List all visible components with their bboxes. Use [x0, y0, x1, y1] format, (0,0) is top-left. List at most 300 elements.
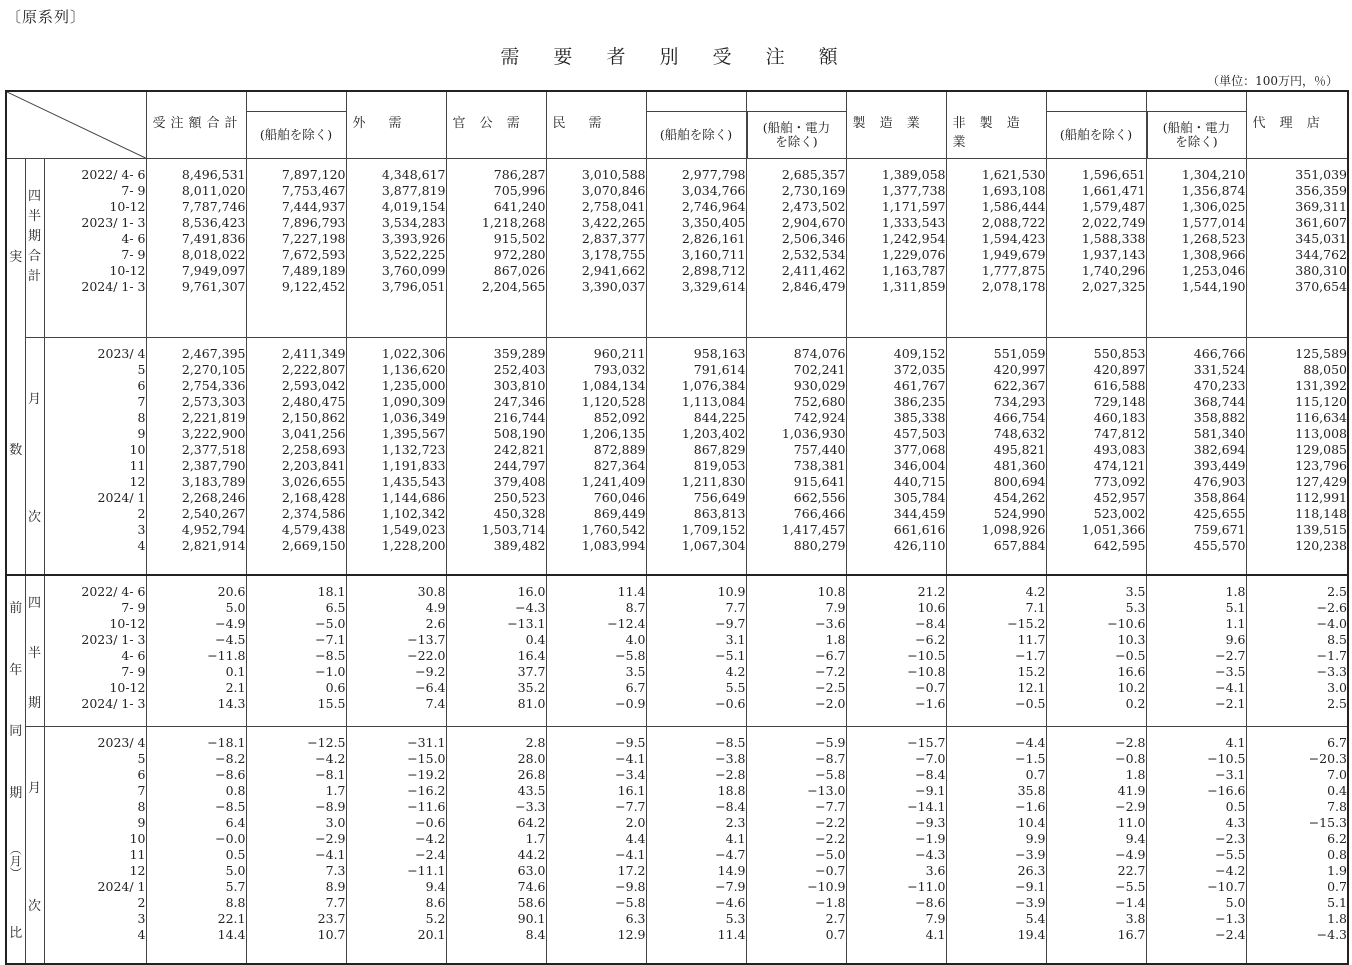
value-cell: 742,924 — [793, 410, 846, 425]
period-label: 3 — [137, 911, 146, 926]
value-cell: 2,221,819 — [181, 410, 246, 425]
value-cell: 2,374,586 — [281, 506, 346, 521]
header-nonmfg-ex-ships: (船舶を除く) — [1046, 91, 1146, 159]
period-label: 11 — [129, 458, 146, 473]
value-column — [846, 159, 946, 338]
value-column — [646, 727, 746, 965]
value-cell: 1,076,384 — [681, 378, 746, 393]
value-cell: 1,191,833 — [381, 458, 446, 473]
value-cell: 1,586,444 — [981, 199, 1046, 214]
period-labels — [44, 338, 146, 576]
value-cell: 1,171,597 — [881, 199, 946, 214]
unit-note: （単位：100万円，％） — [1207, 74, 1338, 88]
value-cell: −4.6 — [715, 895, 746, 910]
side-subgroup-label — [25, 727, 44, 965]
value-cell: 791,614 — [693, 362, 746, 377]
value-cell: 819,053 — [693, 458, 746, 473]
value-cell: −2.4 — [1215, 927, 1246, 942]
value-cell: −7.1 — [315, 632, 346, 647]
value-cell: −0.9 — [615, 696, 646, 711]
value-cell: 2,411,349 — [281, 346, 346, 361]
value-cell: −8.6 — [915, 895, 946, 910]
value-column — [546, 338, 646, 576]
value-cell: −2.2 — [815, 831, 846, 846]
header-private: 民 需 — [546, 91, 646, 159]
value-cell: −8.9 — [315, 799, 346, 814]
value-cell: 2,222,807 — [281, 362, 346, 377]
value-cell: 2,078,178 — [981, 279, 1046, 294]
value-cell: 6.5 — [325, 600, 346, 615]
value-cell: 5.1 — [1225, 600, 1246, 615]
value-cell: −5.0 — [815, 847, 846, 862]
side-group-char: （月） — [8, 843, 23, 880]
value-cell: 1,389,058 — [881, 167, 946, 182]
value-cell: 74.6 — [517, 879, 546, 894]
value-cell: 2,685,357 — [781, 167, 846, 182]
value-column — [946, 159, 1046, 338]
value-cell: −13.0 — [807, 783, 846, 798]
value-cell: 118,148 — [1295, 506, 1347, 521]
value-cell: −5.9 — [815, 735, 846, 750]
value-cell: 88,050 — [1303, 362, 1347, 377]
value-cell: 3.5 — [1125, 584, 1146, 599]
value-cell: −2.1 — [1215, 696, 1246, 711]
value-cell: 112,991 — [1295, 490, 1347, 505]
value-cell: 7,491,836 — [181, 231, 246, 246]
value-cell: −2.3 — [1215, 831, 1246, 846]
period-label: 9 — [137, 815, 146, 830]
value-cell: 2,573,303 — [181, 394, 246, 409]
value-cell: 1,377,738 — [881, 183, 946, 198]
value-cell: 11.0 — [1117, 815, 1146, 830]
value-cell: −16.6 — [1207, 783, 1246, 798]
page-title: 需 要 者 別 受 注 額 — [500, 46, 852, 68]
side-subgroup-char: 月 — [27, 780, 41, 796]
value-cell: 9.4 — [425, 879, 446, 894]
value-cell: 12.1 — [1017, 680, 1046, 695]
value-column — [246, 159, 346, 338]
value-cell: 2.5 — [1327, 584, 1347, 599]
value-cell: −9.8 — [615, 879, 646, 894]
value-cell: 425,655 — [1193, 506, 1246, 521]
value-cell: 359,289 — [493, 346, 546, 361]
value-cell: −8.4 — [915, 767, 946, 782]
value-column — [346, 338, 446, 576]
value-cell: −1.4 — [1115, 895, 1146, 910]
value-cell: 2,506,346 — [781, 231, 846, 246]
value-cell: 7,227,198 — [281, 231, 346, 246]
value-column — [846, 338, 946, 576]
value-cell: 734,293 — [993, 394, 1046, 409]
value-cell: 345,031 — [1295, 231, 1347, 246]
value-column — [1046, 727, 1146, 965]
value-cell: 450,328 — [493, 506, 546, 521]
value-cell: 5.3 — [1125, 600, 1146, 615]
value-cell: 358,882 — [1193, 410, 1246, 425]
value-cell: 958,163 — [693, 346, 746, 361]
value-cell: 915,641 — [793, 474, 846, 489]
value-cell: 1,036,349 — [381, 410, 446, 425]
value-cell: 0.8 — [1327, 847, 1347, 862]
value-cell: 44.2 — [517, 847, 546, 862]
value-cell: 9.4 — [1125, 831, 1146, 846]
value-cell: 16.0 — [517, 584, 546, 599]
value-cell: 1,102,342 — [381, 506, 446, 521]
value-column — [146, 159, 246, 338]
value-cell: −7.0 — [915, 751, 946, 766]
value-cell: 0.7 — [825, 927, 846, 942]
period-label: 6 — [137, 767, 146, 782]
value-cell: 4.1 — [1225, 735, 1246, 750]
header-public: 官 公 需 — [446, 91, 546, 159]
value-cell: 7,896,793 — [281, 215, 346, 230]
value-cell: 8.8 — [225, 895, 246, 910]
value-cell: −7.9 — [715, 879, 746, 894]
value-column — [346, 575, 446, 727]
value-cell: 1,308,966 — [1181, 247, 1246, 262]
period-label: 2024/ 1 — [97, 490, 146, 505]
value-cell: 16.4 — [517, 648, 546, 663]
value-cell: 972,280 — [493, 247, 546, 262]
value-cell: −1.3 — [1215, 911, 1246, 926]
value-cell: 3,522,225 — [381, 247, 446, 262]
value-cell: 17.2 — [617, 863, 646, 878]
value-cell: 1,084,134 — [581, 378, 646, 393]
value-cell: 1.7 — [525, 831, 546, 846]
value-cell: 8,536,423 — [181, 215, 246, 230]
value-cell: 1,229,076 — [881, 247, 946, 262]
value-cell: 35.2 — [517, 680, 546, 695]
value-cell: 1,242,954 — [881, 231, 946, 246]
value-cell: 2,258,693 — [281, 442, 346, 457]
value-cell: −4.2 — [315, 751, 346, 766]
value-cell: −19.2 — [407, 767, 446, 782]
value-cell: −9.1 — [1015, 879, 1046, 894]
value-cell: 35.8 — [1017, 783, 1046, 798]
value-cell: −4.2 — [415, 831, 446, 846]
value-cell: 123,796 — [1295, 458, 1347, 473]
value-cell: 382,694 — [1193, 442, 1246, 457]
value-cell: 2,904,670 — [781, 215, 846, 230]
value-cell: −8.4 — [915, 616, 946, 631]
period-label: 2023/ 4 — [97, 346, 146, 361]
value-cell: −2.2 — [815, 815, 846, 830]
value-cell: 2,168,428 — [281, 490, 346, 505]
side-subgroup-char: 期 — [27, 229, 41, 244]
value-cell: 8,011,020 — [181, 183, 246, 198]
value-cell: 5.4 — [1025, 911, 1046, 926]
value-cell: 466,766 — [1193, 346, 1246, 361]
value-cell: 368,744 — [1193, 394, 1246, 409]
side-group-char: 比 — [9, 925, 23, 941]
value-cell: −10.9 — [807, 879, 846, 894]
value-cell: 3.8 — [1125, 911, 1146, 926]
value-cell: 250,523 — [493, 490, 546, 505]
value-cell: 113,008 — [1295, 426, 1347, 441]
value-cell: 2,837,377 — [581, 231, 646, 246]
value-cell: 41.9 — [1117, 783, 1146, 798]
value-cell: 1,022,306 — [381, 346, 446, 361]
value-cell: 5.2 — [425, 911, 446, 926]
value-cell: 1,596,651 — [1081, 167, 1146, 182]
value-cell: 1,253,046 — [1181, 263, 1246, 278]
value-cell: 4.1 — [725, 831, 746, 846]
period-label: 12 — [129, 474, 146, 489]
value-cell: −1.9 — [915, 831, 946, 846]
value-cell: 867,026 — [493, 263, 546, 278]
value-cell: −18.1 — [207, 735, 246, 750]
value-cell: 351,039 — [1295, 167, 1347, 182]
value-cell: 3,390,037 — [581, 279, 646, 294]
header-nonmfg-ex-ships-power: (船舶・電力 を除く) — [1146, 91, 1246, 159]
value-cell: 493,083 — [1093, 442, 1146, 457]
value-cell: 0.7 — [1327, 879, 1347, 894]
value-cell: 252,403 — [493, 362, 546, 377]
value-cell: 125,589 — [1295, 346, 1347, 361]
value-cell: −8.5 — [215, 799, 246, 814]
value-cell: 0.1 — [225, 664, 246, 679]
value-cell: 0.5 — [225, 847, 246, 862]
value-cell: 852,092 — [593, 410, 646, 425]
value-cell: 37.7 — [517, 664, 546, 679]
value-cell: 2,022,749 — [1081, 215, 1146, 230]
value-cell: 8,496,531 — [181, 167, 246, 182]
value-cell: 1,395,567 — [381, 426, 446, 441]
value-cell: 7.7 — [725, 600, 746, 615]
value-cell: 216,744 — [493, 410, 546, 425]
value-cell: −0.5 — [1115, 648, 1146, 663]
value-cell: 2,411,462 — [781, 263, 846, 278]
value-cell: 15.5 — [317, 696, 346, 711]
value-cell: −11.6 — [407, 799, 446, 814]
value-cell: 2,758,041 — [581, 199, 646, 214]
side-subgroup-label — [25, 575, 44, 727]
value-cell: −1.7 — [1015, 648, 1046, 663]
value-column — [846, 575, 946, 727]
value-cell: 127,429 — [1295, 474, 1347, 489]
value-cell: 10.6 — [917, 600, 946, 615]
value-column — [346, 159, 446, 338]
value-cell: −8.5 — [715, 735, 746, 750]
value-cell: 930,029 — [793, 378, 846, 393]
header-agency: 代 理 店 — [1246, 91, 1348, 159]
value-cell: 8.9 — [325, 879, 346, 894]
value-cell: −16.2 — [407, 783, 446, 798]
side-subgroup-char: 月 — [27, 391, 41, 407]
value-column — [146, 727, 246, 965]
side-subgroup-char: 半 — [27, 209, 41, 224]
value-cell: 1,435,543 — [381, 474, 446, 489]
value-cell: 2,669,150 — [281, 538, 346, 553]
value-cell: 773,092 — [1093, 474, 1146, 489]
value-cell: 409,152 — [893, 346, 946, 361]
value-cell: −2.0 — [815, 696, 846, 711]
value-cell: −4.1 — [1215, 680, 1246, 695]
value-cell: 23.7 — [317, 911, 346, 926]
period-label: 4- 6 — [121, 648, 146, 663]
value-cell: 14.4 — [217, 927, 246, 942]
value-cell: 872,889 — [593, 442, 646, 457]
period-labels — [44, 727, 146, 965]
value-cell: 331,524 — [1193, 362, 1246, 377]
value-cell: 474,121 — [1093, 458, 1146, 473]
value-cell: 420,897 — [1093, 362, 1146, 377]
value-cell: 115,120 — [1295, 394, 1347, 409]
value-cell: 1,356,874 — [1181, 183, 1246, 198]
value-cell: 1,051,366 — [1081, 522, 1146, 537]
value-cell: 10.7 — [317, 927, 346, 942]
value-cell: 9,122,452 — [281, 279, 346, 294]
value-cell: 844,225 — [693, 410, 746, 425]
period-label: 4 — [137, 927, 146, 942]
value-column — [446, 575, 546, 727]
value-cell: 641,240 — [493, 199, 546, 214]
value-cell: 616,588 — [1093, 378, 1146, 393]
value-cell: 377,068 — [893, 442, 946, 457]
value-cell: 1,549,023 — [381, 522, 446, 537]
value-cell: 3,760,099 — [381, 263, 446, 278]
value-cell: 1,709,152 — [681, 522, 746, 537]
value-cell: −2.9 — [1115, 799, 1146, 814]
value-cell: 2,821,914 — [181, 538, 246, 553]
value-column — [546, 159, 646, 338]
value-column — [1146, 727, 1246, 965]
series-label: 〔原系列〕 — [6, 8, 87, 26]
period-label: 8 — [137, 799, 146, 814]
value-cell: 242,821 — [493, 442, 546, 457]
side-subgroup-label — [25, 159, 44, 338]
value-cell: −31.1 — [407, 735, 446, 750]
value-cell: 344,459 — [893, 506, 946, 521]
value-cell: 21.2 — [917, 584, 946, 599]
value-cell: 508,190 — [493, 426, 546, 441]
value-cell: 5.0 — [225, 863, 246, 878]
value-cell: 361,607 — [1295, 215, 1347, 230]
value-cell: 10.8 — [817, 584, 846, 599]
side-subgroup-char: 期 — [27, 695, 41, 711]
value-cell: 20.6 — [217, 584, 246, 599]
value-cell: 0.6 — [325, 680, 346, 695]
value-cell: −4.5 — [215, 632, 246, 647]
value-cell: 305,784 — [893, 490, 946, 505]
value-cell: 1.1 — [1225, 616, 1246, 631]
value-cell: 705,996 — [493, 183, 546, 198]
value-cell: 5.0 — [225, 600, 246, 615]
value-cell: 14.3 — [217, 696, 246, 711]
value-cell: 4.2 — [725, 664, 746, 679]
value-cell: −6.7 — [815, 648, 846, 663]
value-cell: 874,076 — [793, 346, 846, 361]
value-column — [546, 575, 646, 727]
value-cell: 43.5 — [517, 783, 546, 798]
value-cell: −2.8 — [1115, 735, 1146, 750]
value-cell: 393,449 — [1193, 458, 1246, 473]
value-cell: 4,952,794 — [181, 522, 246, 537]
side-subgroup-char: 次 — [27, 509, 41, 525]
value-cell: 5.7 — [225, 879, 246, 894]
side-subgroup-char: 合 — [27, 249, 41, 264]
value-column — [1246, 159, 1348, 338]
value-cell: 7,753,467 — [281, 183, 346, 198]
period-label: 10-12 — [109, 199, 146, 214]
value-column — [746, 727, 846, 965]
value-cell: 1,693,108 — [981, 183, 1046, 198]
value-cell: 1,304,210 — [1181, 167, 1246, 182]
value-cell: 120,238 — [1295, 538, 1347, 553]
value-cell: 1,136,620 — [381, 362, 446, 377]
value-cell: −2.9 — [315, 831, 346, 846]
period-label: 10 — [129, 442, 146, 457]
side-subgroup-label — [25, 338, 44, 576]
value-column — [1246, 575, 1348, 727]
value-cell: 1,937,143 — [1081, 247, 1146, 262]
value-cell: 1,228,200 — [381, 538, 446, 553]
value-column — [246, 338, 346, 576]
value-cell: 1,083,994 — [581, 538, 646, 553]
value-cell: −10.7 — [1207, 879, 1246, 894]
value-cell: 2,467,395 — [181, 346, 246, 361]
value-cell: 2.8 — [525, 735, 546, 750]
value-cell: 3,534,283 — [381, 215, 446, 230]
value-cell: 14.9 — [717, 863, 746, 878]
side-group-char: 同 — [9, 724, 23, 740]
value-cell: 344,762 — [1295, 247, 1347, 262]
value-cell: 7,787,746 — [181, 199, 246, 214]
value-column — [846, 727, 946, 965]
value-cell: 2,593,042 — [281, 378, 346, 393]
value-column — [1146, 159, 1246, 338]
value-cell: 756,649 — [693, 490, 746, 505]
value-column — [546, 727, 646, 965]
value-cell: 729,148 — [1093, 394, 1146, 409]
value-cell: 8.7 — [625, 600, 646, 615]
value-cell: 2.1 — [225, 680, 246, 695]
period-label: 7 — [137, 394, 146, 409]
value-cell: 2,027,325 — [1081, 279, 1146, 294]
value-cell: 28.0 — [517, 751, 546, 766]
header-non-manufacturing: 非 製 造 業 — [946, 91, 1046, 159]
value-cell: −9.1 — [915, 783, 946, 798]
value-cell: −2.6 — [1316, 600, 1347, 615]
value-cell: 3,026,655 — [281, 474, 346, 489]
value-cell: 2,846,479 — [781, 279, 846, 294]
value-cell: 2,150,862 — [281, 410, 346, 425]
value-cell: 2.7 — [825, 911, 846, 926]
value-cell: 3,010,588 — [581, 167, 646, 182]
value-cell: 452,957 — [1093, 490, 1146, 505]
value-cell: 1,588,338 — [1081, 231, 1146, 246]
side-subgroup-char: 半 — [27, 645, 41, 661]
value-cell: 0.4 — [525, 632, 546, 647]
value-cell: 4,579,438 — [281, 522, 346, 537]
value-cell: 11.4 — [617, 584, 646, 599]
side-group-char: 実 — [9, 250, 23, 265]
corner-cell — [6, 91, 146, 159]
value-column — [446, 159, 546, 338]
value-cell: 1,113,084 — [681, 394, 746, 409]
value-cell: 0.5 — [1225, 799, 1246, 814]
value-cell: −5.8 — [615, 648, 646, 663]
period-label: 12 — [129, 863, 146, 878]
section-row — [6, 338, 1348, 576]
value-cell: 1,579,487 — [1081, 199, 1146, 214]
value-cell: 1,206,135 — [581, 426, 646, 441]
value-cell: −10.5 — [1207, 751, 1246, 766]
value-column — [1246, 338, 1348, 576]
value-cell: 0.2 — [1125, 696, 1146, 711]
value-cell: 622,367 — [993, 378, 1046, 393]
value-cell: 661,616 — [893, 522, 946, 537]
